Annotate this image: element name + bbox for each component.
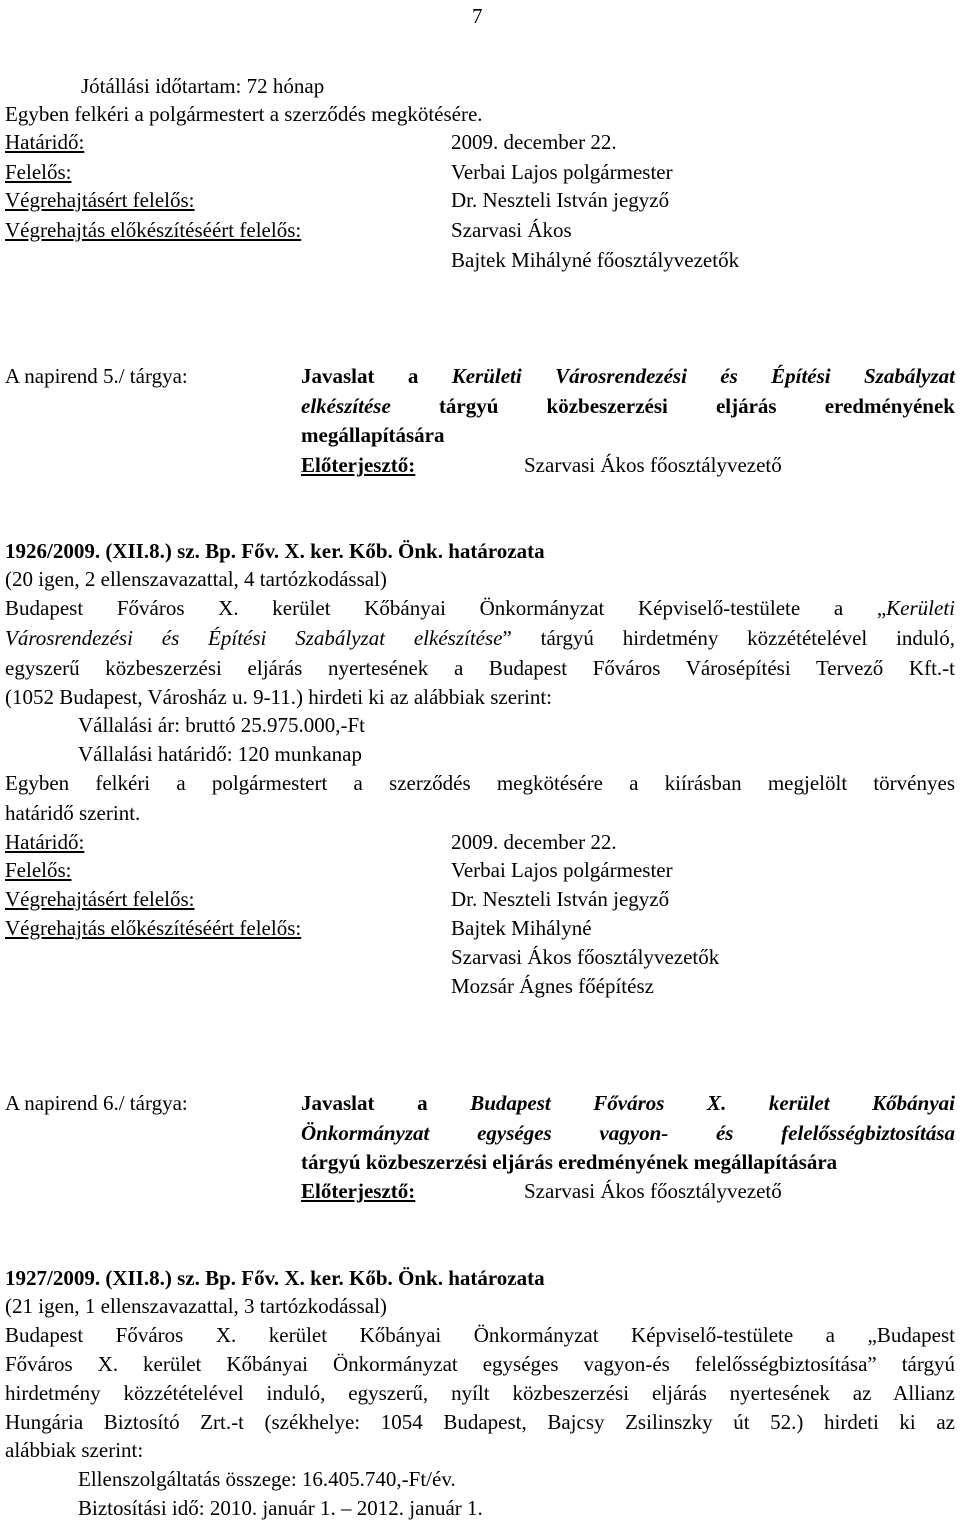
agenda-5-title-line-2: elkészítése tárgyú közbeszerzési eljárás eredményének [301, 394, 955, 418]
resolution-1926-prep-value-1: Bajtek Mihályné [451, 916, 592, 940]
resolution-1926-prep-value-2: Szarvasi Ákos főosztályvezetők [451, 945, 720, 969]
agenda-6-presenter-value: Szarvasi Ákos főosztályvezető [524, 1179, 782, 1203]
resolution-1927-heading: 1927/2009. (XII.8.) sz. Bp. Főv. X. ker. Kőb. Önk. határozata [5, 1266, 545, 1290]
resolution-1926-prep-value-3: Mozsár Ágnes főépítész [451, 974, 654, 998]
agenda-6-title-line-2: Önkormányzat egységes vagyon- és felelősségbiztosítása [301, 1121, 955, 1145]
resolution-1926-exec-value: Dr. Neszteli István jegyző [451, 887, 670, 911]
agenda-6-title-line-3: tárgyú közbeszerzési eljárás eredményének megállapítására [301, 1150, 838, 1174]
responsible-value: Verbai Lajos polgármester [451, 160, 673, 184]
resolution-1927-para-line-3: hirdetmény közzétételével induló, egyszerű, nyílt közbeszerzési eljárás nyertesének az Allianz [5, 1381, 955, 1405]
resolution-1926-exec-label: Végrehajtásért felelős: [5, 887, 195, 911]
agenda-5-label: A napirend 5./ tárgya: [5, 364, 188, 388]
resolution-1926-para2-line-2: határidő szerint. [5, 801, 141, 825]
page-number: 7 [472, 4, 483, 28]
agenda-6-presenter-label: Előterjesztő: [301, 1179, 416, 1203]
prep-value-2: Bajtek Mihályné főosztályvezetők [451, 248, 740, 272]
resolution-1926-prep-label: Végrehajtás előkészítéséért felelős: [5, 916, 302, 940]
exec-label: Végrehajtásért felelős: [5, 188, 195, 212]
prep-label: Végrehajtás előkészítéséért felelős: [5, 218, 302, 242]
prep-value-1: Szarvasi Ákos [451, 218, 572, 242]
warranty-line: Jótállási időtartam: 72 hónap [81, 74, 325, 98]
resolution-1927-para-line-1: Budapest Főváros X. kerület Kőbányai Önkormányzat Képviselő-testülete a „Budapest [5, 1323, 955, 1347]
deadline-value: 2009. december 22. [451, 130, 617, 154]
resolution-1927-para-line-5: alábbiak szerint: [5, 1438, 144, 1462]
resolution-1926-responsible-label: Felelős: [5, 858, 72, 882]
agenda-6-label: A napirend 6./ tárgya: [5, 1091, 188, 1115]
agenda-6-title-line-1: Javaslat a Budapest Főváros X. kerület Kőbányai [301, 1091, 955, 1115]
resolution-1926-para-line-1: Budapest Főváros X. kerület Kőbányai Önkormányzat Képviselő-testülete a „Kerületi [5, 596, 955, 620]
resolution-1927-para-line-4: Hungária Biztosító Zrt.-t (székhelye: 1054 Budapest, Bajcsy Zsilinszky út 52.) hirdeti ki az [5, 1410, 955, 1434]
resolution-1926-para-line-2: Városrendezési és Építési Szabályzat elkészítése” tárgyú hirdetmény közzétételével induló, [5, 626, 955, 650]
resolution-1927-para-line-2: Főváros X. kerület Kőbányai Önkormányzat egységes vagyon-és felelősségbiztosítása” tárgyú [5, 1352, 955, 1376]
resolution-1926-duration: Vállalási határidő: 120 munkanap [78, 742, 363, 766]
resolution-1927-period: Biztosítási idő: 2010. január 1. – 2012. január 1. [78, 1496, 483, 1520]
agenda-5-title-line-1: Javaslat a Kerületi Városrendezési és Építési Szabályzat [301, 364, 956, 388]
resolution-1926-para2-line-1: Egyben felkéri a polgármestert a szerződés megkötésére a kiírásban megjelölt törvényes [5, 771, 955, 795]
resolution-1926-responsible-value: Verbai Lajos polgármester [451, 858, 673, 882]
resolution-1926-deadline-value: 2009. december 22. [451, 830, 617, 854]
resolution-1926-price: Vállalási ár: bruttó 25.975.000,-Ft [78, 713, 365, 737]
request-line: Egyben felkéri a polgármestert a szerződés megkötésére. [5, 102, 483, 126]
agenda-5-title-line-3: megállapítására [301, 423, 445, 447]
resolution-1926-votes: (20 igen, 2 ellenszavazattal, 4 tartózkodással) [5, 567, 387, 591]
resolution-1926-para-line-4: (1052 Budapest, Városház u. 9-11.) hirdeti ki az alábbiak szerint: [5, 685, 553, 709]
exec-value: Dr. Neszteli István jegyző [451, 188, 670, 212]
agenda-5-presenter-label: Előterjesztő: [301, 453, 416, 477]
resolution-1926-deadline-label: Határidő: [5, 830, 85, 854]
resolution-1927-votes: (21 igen, 1 ellenszavazattal, 3 tartózkodással) [5, 1294, 387, 1318]
resolution-1926-para-line-3: egyszerű közbeszerzési eljárás nyertesének a Budapest Főváros Városépítési Tervező Kft.-t [5, 656, 955, 680]
deadline-label: Határidő: [5, 130, 85, 154]
resolution-1927-fee: Ellenszolgáltatás összege: 16.405.740,-Ft/év. [78, 1467, 456, 1491]
responsible-label: Felelős: [5, 160, 72, 184]
resolution-1926-heading: 1926/2009. (XII.8.) sz. Bp. Főv. X. ker. Kőb. Önk. határozata [5, 539, 545, 563]
agenda-5-presenter-value: Szarvasi Ákos főosztályvezető [524, 453, 782, 477]
